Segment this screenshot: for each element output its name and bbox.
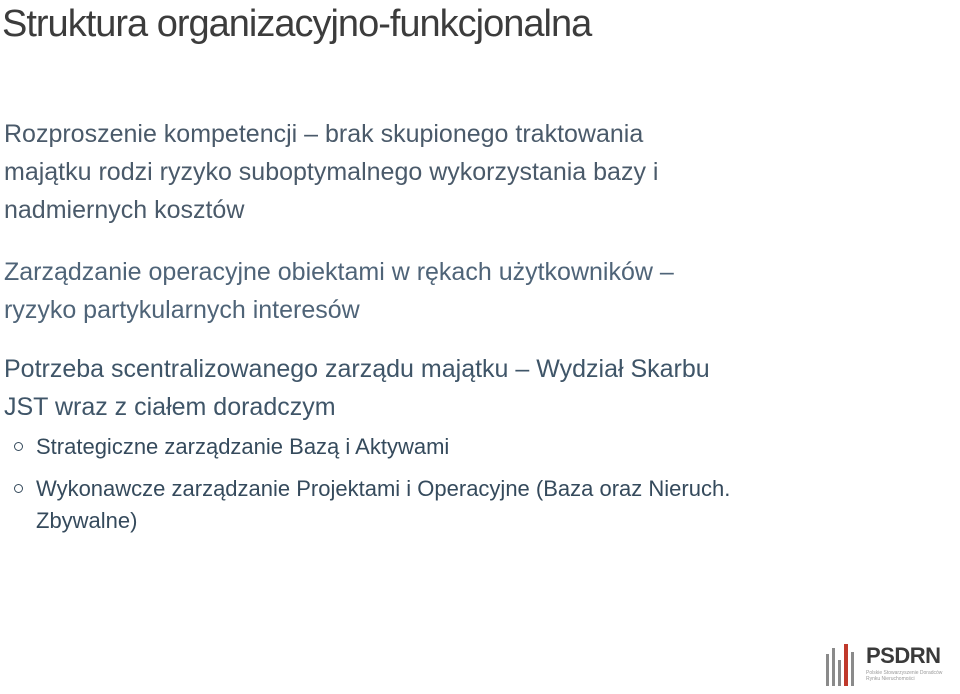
paragraph-line: majątku rodzi ryzyko suboptymalnego wykorzystania bazy i: [4, 158, 659, 186]
bullet-line: Zbywalne): [36, 508, 138, 533]
logo-tagline-line: Polskie Stowarzyszenie Doradców: [866, 670, 943, 676]
bullet-text: Strategiczne zarządzanie Bazą i Aktywami: [36, 434, 450, 459]
paragraph-line: Potrzeba scentralizowanego zarządu majątku – Wydział Skarbu: [4, 355, 710, 383]
logo-tagline-line: Rynku Nieruchomości: [866, 676, 915, 682]
paragraph-line: Zarządzanie operacyjne obiektami w rękach użytkowników –: [4, 258, 674, 286]
bullet-line: Wykonawcze zarządzanie Projektami i Operacyjne (Baza oraz Nieruch.: [36, 476, 731, 501]
hollow-circle-bullet-icon: [14, 484, 23, 493]
paragraph-line: JST wraz z ciałem doradczym: [4, 393, 336, 421]
psdrn-logo-mark-icon: [824, 640, 858, 686]
paragraph-line: Rozproszenie kompetencji – brak skupionego traktowania: [4, 120, 644, 148]
bullet-text: [36, 473, 730, 537]
paragraph-asset-dispersion: [4, 115, 658, 229]
hollow-circle-bullet-icon: [14, 442, 23, 451]
paragraph-operational-management: [4, 253, 674, 329]
paragraph-centralized-management: [4, 350, 710, 426]
logo-wordmark: PSDRN: [866, 643, 941, 668]
paragraph-line: nadmiernych kosztów: [4, 196, 245, 224]
paragraph-line: ryzyko partykularnych interesów: [4, 296, 360, 324]
logo-tagline: [866, 670, 942, 682]
psdrn-logo: [820, 636, 960, 694]
slide-title: Struktura organizacyjno-funkcjonalna: [2, 3, 592, 45]
